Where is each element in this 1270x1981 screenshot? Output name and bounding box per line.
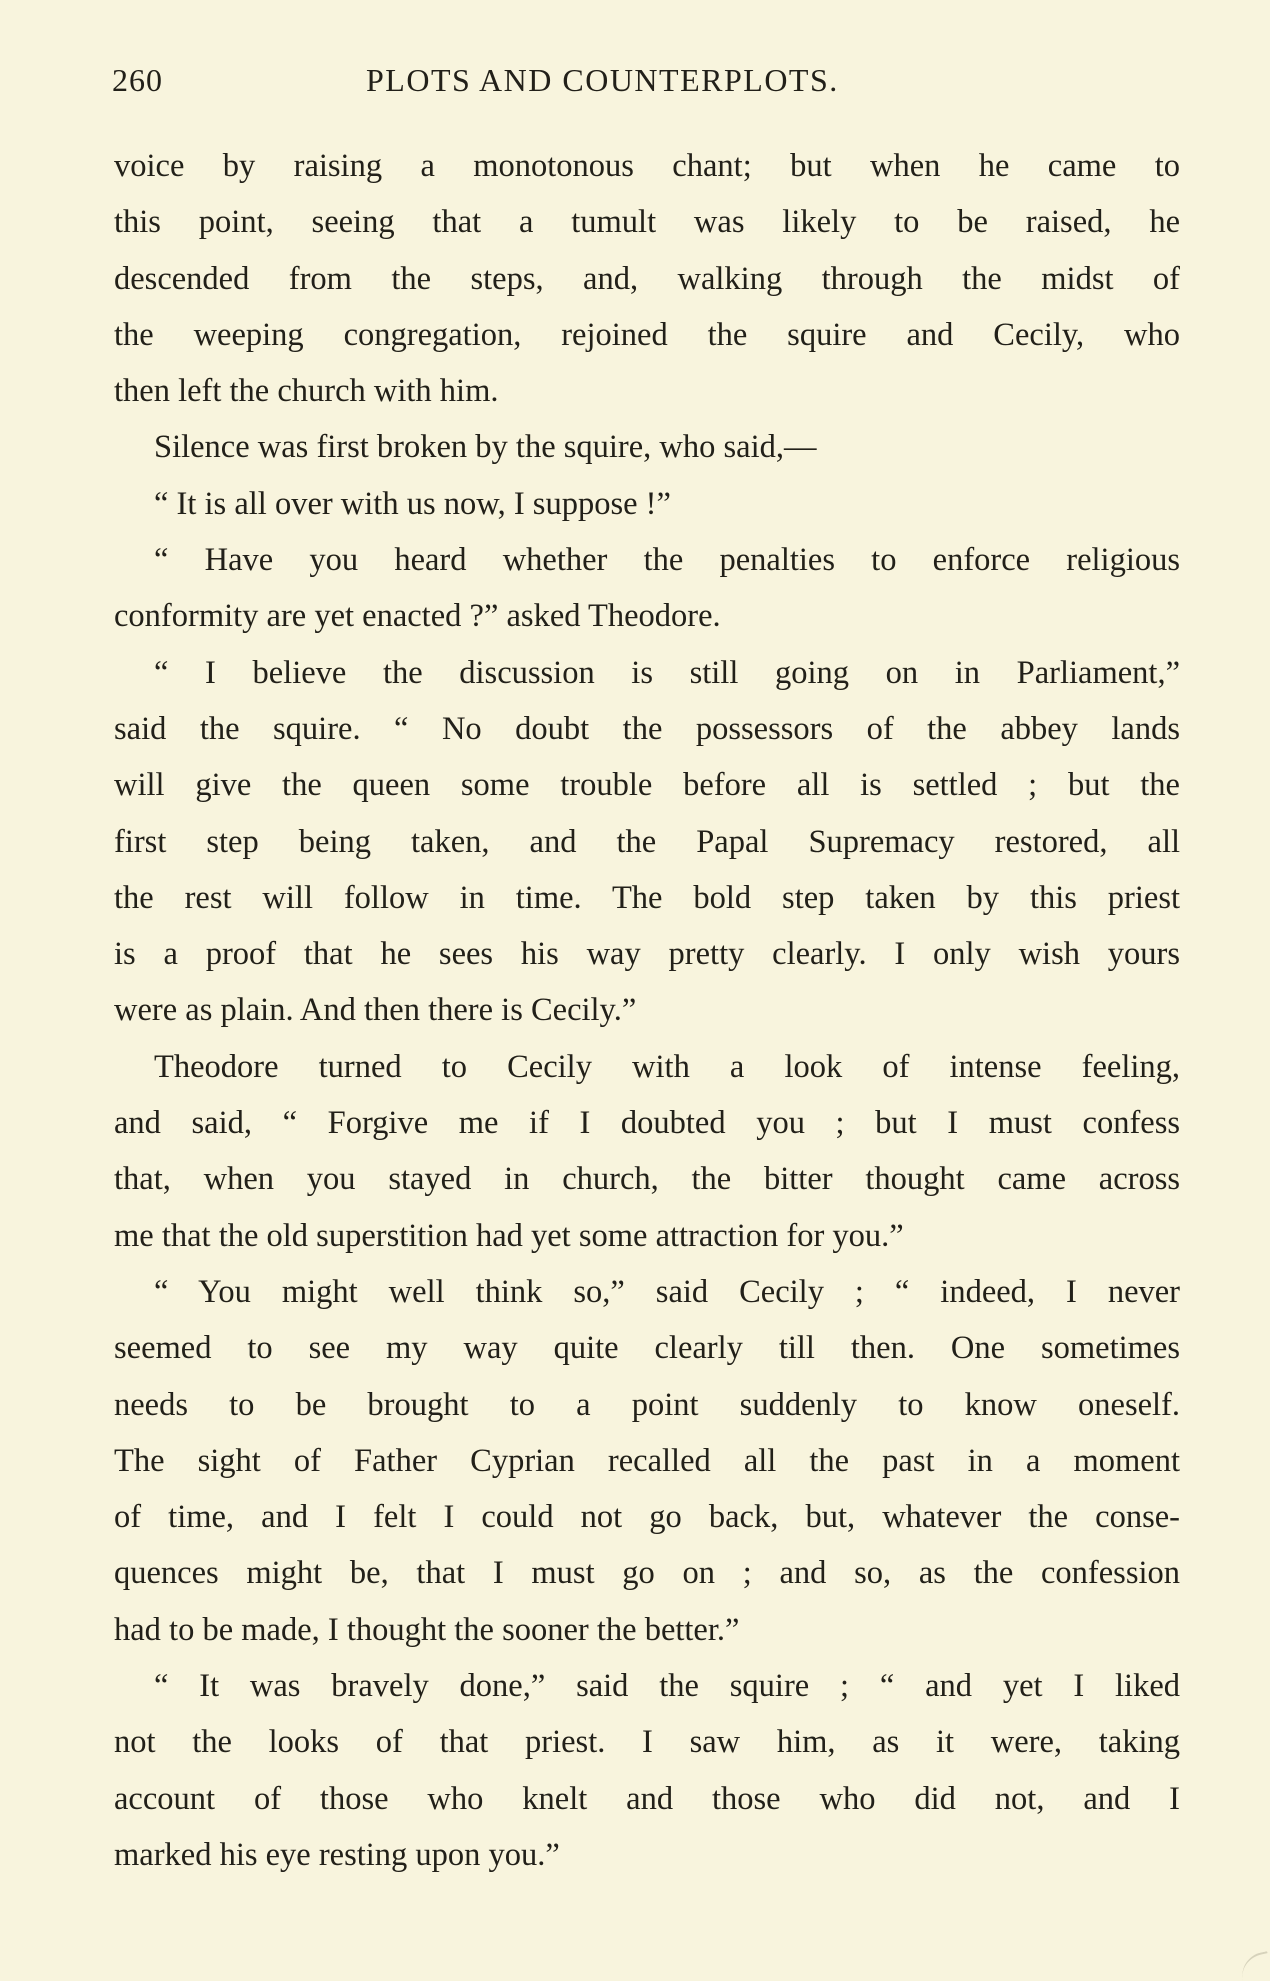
text-line: Silence was first broken by the squire, who said,—	[154, 429, 817, 466]
text-line: were as plain. And then there is Cecily.”	[114, 992, 637, 1029]
text-line: had to be made, I thought the sooner the better.”	[114, 1611, 740, 1648]
text-line: first step being taken, and the Papal Supremacy restored, all	[114, 823, 1180, 860]
text-line: will give the queen some trouble before all is settled ; but the	[114, 767, 1180, 804]
text-line: of time, and I felt I could not go back, but, whatever the conse-	[114, 1499, 1180, 1536]
running-title: PLOTS AND COUNTERPLOTS.	[366, 62, 839, 98]
body-text	[114, 138, 1180, 1883]
text-line: quences might be, that I must go on ; and so, as the confession	[114, 1555, 1180, 1592]
text-line: needs to be brought to a point suddenly to know oneself.	[114, 1386, 1180, 1423]
running-head	[112, 62, 1172, 106]
text-line: seemed to see my way quite clearly till then. One sometimes	[114, 1330, 1180, 1367]
text-line: that, when you stayed in church, the bitter thought came across	[114, 1161, 1180, 1198]
text-line: not the looks of that priest. I saw him, as it were, taking	[114, 1724, 1180, 1761]
text-line: marked his eye resting upon you.”	[114, 1836, 560, 1873]
text-line: me that the old superstition had yet some attraction for you.”	[114, 1217, 904, 1254]
text-line: the rest will follow in time. The bold step taken by this priest	[114, 879, 1180, 916]
page-corner-mark	[1238, 1951, 1270, 1981]
text-line: “ It was bravely done,” said the squire ; “ and yet I liked	[154, 1668, 1180, 1705]
text-line: the weeping congregation, rejoined the squire and Cecily, who	[114, 316, 1180, 353]
text-line: The sight of Father Cyprian recalled all the past in a moment	[114, 1442, 1180, 1479]
text-line: “ I believe the discussion is still going on in Parliament,”	[154, 654, 1180, 691]
page-number: 260	[112, 62, 163, 98]
text-line: said the squire. “ No doubt the possessors of the abbey lands	[114, 710, 1180, 747]
text-line: this point, seeing that a tumult was likely to be raised, he	[114, 204, 1180, 241]
text-line: account of those who knelt and those who did not, and I	[114, 1780, 1180, 1817]
text-line: conformity are yet enacted ?” asked Theodore.	[114, 598, 721, 635]
text-line: Theodore turned to Cecily with a look of intense feeling,	[154, 1048, 1180, 1085]
text-line: is a proof that he sees his way pretty clearly. I only wish yours	[114, 936, 1180, 973]
text-line: and said, “ Forgive me if I doubted you ; but I must confess	[114, 1105, 1180, 1142]
text-line: descended from the steps, and, walking through the midst of	[114, 260, 1180, 297]
text-line: “ It is all over with us now, I suppose !”	[154, 485, 671, 522]
text-line: “ Have you heard whether the penalties to enforce religious	[154, 542, 1180, 579]
text-line: voice by raising a monotonous chant; but when he came to	[114, 148, 1180, 184]
text-line: then left the church with him.	[114, 373, 499, 410]
text-line: “ You might well think so,” said Cecily ; “ indeed, I never	[154, 1273, 1180, 1310]
